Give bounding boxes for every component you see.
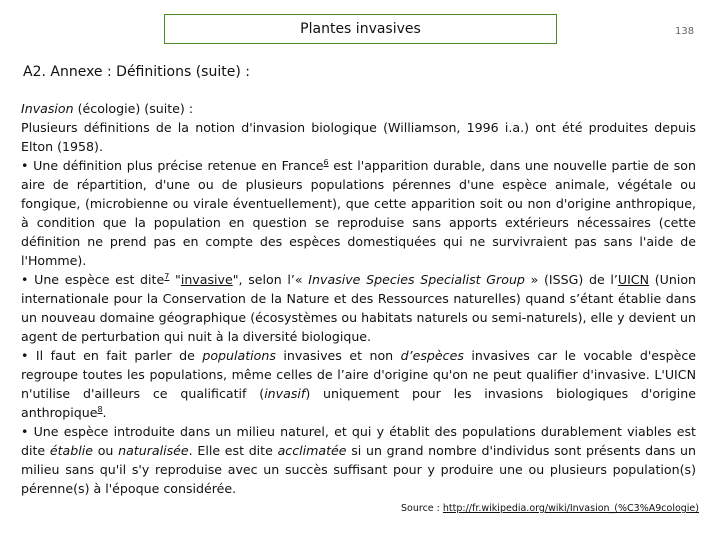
paragraph-3: • Une espèce est dite$^7$ "invasive", selon l’« Invasive Species Specialist Group » (ISSG) de l’UICN (Union internationale pour la Conservation de la Nature et des Ressources naturelles) quand s’étant établie dans un nouveau domaine géographique (écosystèmes ou habitats naturels ou semi-naturels), elle y devient un agent de perturbation qui nuit à la diversité biologique. [21,271,697,344]
paragraph-1: Plusieurs définitions de la notion d'invasion biologique (Williamson, 1996 i.a.) ont été produites depuis Elton (1958). [21,120,696,154]
footnote-ref-6[interactable]: 6 [323,157,329,167]
definition-heading: Invasion (écologie) (suite) : [21,101,194,116]
source-link[interactable]: http://fr.wikipedia.org/wiki/Invasion_(%C3%A9cologie) [442,503,699,514]
body-text [21,99,696,498]
footnote-ref-7[interactable]: 7 [164,271,170,281]
header-title: Plantes invasives [300,21,421,37]
source-label: Source : [401,503,443,514]
source-line [401,503,699,514]
paragraph-4: • Il faut en fait parler de populations invasives et non d’espèces invasives car le vocable d'espèce regroupe toutes les populations, même celles de l’aire d'origine qu'on ne peut qualifier d'invasive. L'UICN n'utilise d'ailleurs ce qualificatif (invasif) uniquement pour les invasions biologiques d'origine anthropique$^8$. [21,348,697,420]
footnote-ref-8[interactable]: 8 [97,404,103,414]
term: Invasion [21,101,74,116]
uicn-link[interactable]: UICN [617,272,650,287]
invasive-link[interactable]: invasive [180,272,233,287]
section-title: A2. Annexe : Définitions (suite) : [23,64,250,80]
paragraph-2: • Une définition plus précise retenue en France$^6$ est l'apparition durable, dans une nouvelle partie de son aire de répartition, d'une ou de plusieurs populations pérennes d'une espèce animale, végétale ou fongique, (microbienne ou virale éventuellement), que cette apparition soit ou non d'origine anthropique, à condition que la population en question se reproduise sans apports extérieurs nécessaires (cette définition ne prend pas en compte des espèces domestiquées qui ne survivraient pas sans l'aide de l'Homme). [21,157,696,268]
paragraph-5: • Une espèce introduite dans un milieu naturel, et qui y établit des populations durablement viables est dite établie ou naturalisée. Elle est dite acclimatée si un grand nombre d'individus sont présents dans un milieu sans qu'il s'y reproduise avec un succès suffisant pour y produire une ou plusieurs population(s) pérenne(s) à l'époque considérée. [21,424,696,496]
page-number: 138 [675,26,695,37]
header-title-box [164,14,557,44]
